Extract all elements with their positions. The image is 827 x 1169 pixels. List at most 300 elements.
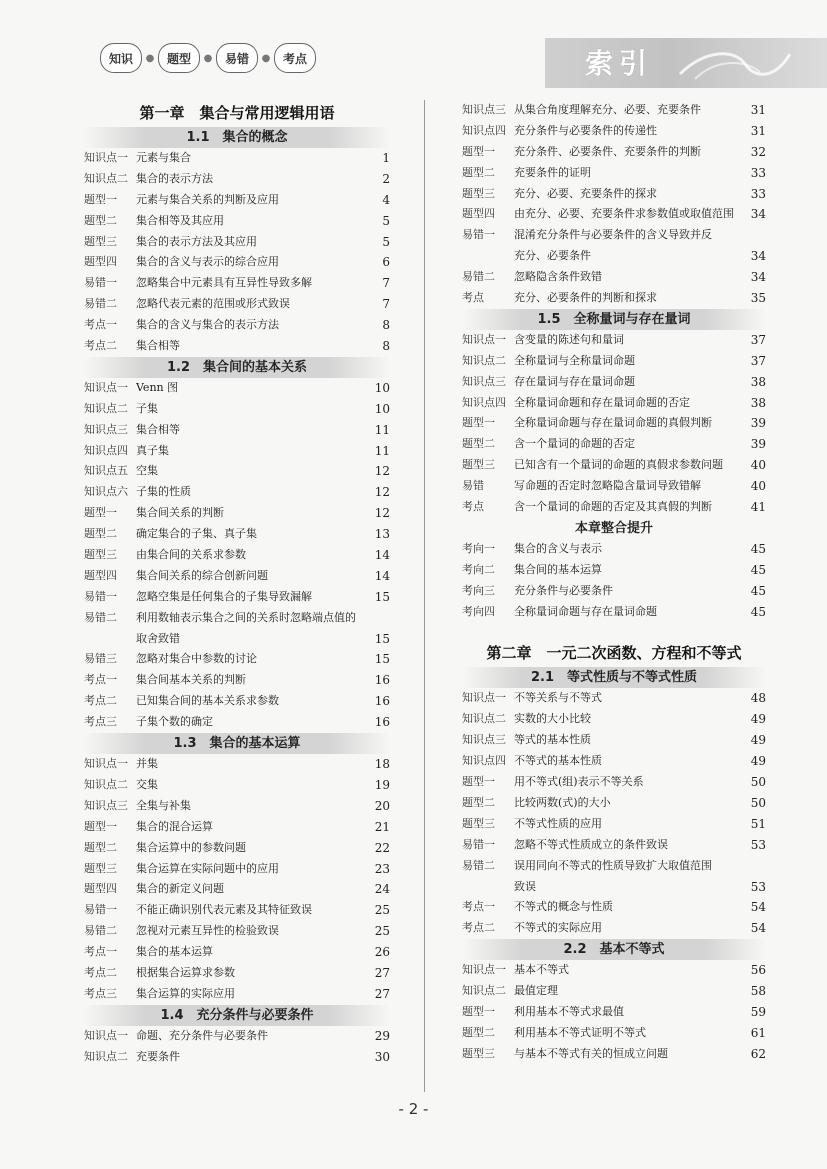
entry-label: 题型一 (462, 416, 495, 430)
toc-entry[interactable] (84, 587, 390, 608)
entry-label: 考点二 (462, 921, 495, 935)
entry-title: 忽略代表元素的范围或形式致误 (136, 297, 290, 311)
entry-label: 题型二 (84, 527, 117, 541)
entry-page: 45 (750, 541, 766, 556)
section-heading: 2.1 等式性质与不等式性质 (462, 667, 766, 688)
toc-entry[interactable] (462, 981, 766, 1002)
toc-entry[interactable] (462, 918, 766, 939)
toc-entry[interactable] (84, 399, 390, 420)
toc-entry[interactable] (462, 455, 766, 476)
entry-title: 集合间关系的综合创新问题 (136, 568, 268, 582)
entry-title: 集合间关系的判断 (136, 506, 224, 520)
entry-label: 知识点一 (462, 332, 506, 346)
entry-page: 29 (374, 1028, 390, 1043)
entry-page: 14 (374, 548, 390, 563)
entry-label: 题型四 (84, 255, 117, 269)
entry-title: 忽视对元素互异性的检验致误 (136, 924, 279, 938)
entry-title: 集合的混合运算 (136, 819, 213, 833)
entry-label: 题型二 (84, 213, 117, 227)
entry-label: 题型四 (84, 568, 117, 582)
entry-title: 充分条件与必要条件的传递性 (514, 123, 657, 137)
entry-title: 子集的性质 (136, 485, 191, 499)
entry-label: 题型四 (462, 207, 495, 221)
toc-entry[interactable] (462, 267, 766, 288)
entry-label: 知识点一 (462, 963, 506, 977)
toc-entry[interactable] (84, 859, 390, 880)
entry-page: 31 (750, 123, 766, 138)
toc-entry[interactable] (84, 461, 390, 482)
toc-entry[interactable] (84, 921, 390, 942)
tag-separator: ● (203, 52, 213, 64)
entry-title: 全集与补集 (136, 798, 191, 812)
entry-title: 全称量词命题与存在量词命题的真假判断 (514, 416, 712, 430)
entry-title: 集合间的基本运算 (514, 562, 602, 576)
entry-label: 题型二 (462, 1025, 495, 1039)
entry-title: 充分、必要条件的判断和探求 (514, 291, 657, 305)
entry-label: 知识点四 (84, 443, 128, 457)
section-heading: 1.5 全称量词与存在量词 (462, 309, 766, 330)
entry-label: 考向三 (462, 583, 495, 597)
entry-page: 16 (374, 694, 390, 709)
toc-entry[interactable] (462, 730, 766, 751)
entry-page: 61 (750, 1025, 766, 1040)
entry-page: 58 (750, 984, 766, 999)
entry-page: 48 (750, 691, 766, 706)
toc-entry[interactable] (84, 336, 390, 357)
toc-entry[interactable] (84, 566, 390, 587)
entry-label: 题型一 (462, 144, 495, 158)
entry-page: 30 (374, 1049, 390, 1064)
entry-page: 22 (374, 840, 390, 855)
entry-page: 5 (382, 234, 390, 249)
entry-title: 不等式性质的应用 (514, 816, 602, 830)
entry-label: 知识点四 (462, 754, 506, 768)
entry-title: 含变量的陈述句和量词 (514, 332, 624, 346)
entry-label: 题型二 (462, 437, 495, 451)
entry-title: 存在量词与存在量词命题 (514, 374, 635, 388)
toc-entry[interactable] (462, 330, 766, 351)
toc-entry[interactable] (462, 413, 766, 434)
entry-label: 考点二 (84, 965, 117, 979)
toc-entry[interactable] (84, 670, 390, 691)
entry-title: 与基本不等式有关的恒成立问题 (514, 1046, 668, 1060)
entry-page: 38 (750, 395, 766, 410)
entry-page: 45 (750, 562, 766, 577)
toc-entry[interactable] (462, 709, 766, 730)
toc-entry[interactable] (84, 232, 390, 253)
entry-page: 11 (374, 443, 390, 458)
entry-title: 由集合间的关系求参数 (136, 548, 246, 562)
toc-entry[interactable] (84, 545, 390, 566)
toc-entry[interactable] (84, 420, 390, 441)
entry-label: 知识点四 (462, 123, 506, 137)
entry-title: 利用基本不等式证明不等式 (514, 1025, 646, 1039)
tag-exam-point: 考点 (274, 43, 316, 73)
entry-label: 题型一 (462, 775, 495, 789)
entry-page: 40 (750, 479, 766, 494)
entry-page: 33 (750, 165, 766, 180)
entry-label: 知识点一 (84, 757, 128, 771)
entry-label: 题型二 (462, 795, 495, 809)
entry-page (740, 225, 766, 246)
toc-entry[interactable] (84, 754, 390, 775)
toc-entry[interactable] (462, 393, 766, 414)
entry-page: 14 (374, 568, 390, 583)
entry-label: 易错三 (84, 652, 117, 666)
entry-label: 考点三 (84, 715, 117, 729)
entry-title: 集合的含义与表示的综合应用 (136, 255, 279, 269)
entry-title: 集合相等 (136, 339, 180, 353)
toc-entry[interactable] (462, 539, 766, 560)
entry-page: 35 (750, 291, 766, 306)
entry-label: 知识点三 (462, 103, 506, 116)
entry-title: 已知集合间的基本关系求参数 (136, 694, 279, 708)
toc-entry[interactable] (84, 963, 390, 984)
entry-label: 考点 (462, 500, 484, 514)
entry-label: 考点二 (84, 694, 117, 708)
entry-page: 13 (374, 527, 390, 542)
entry-title: 集合的表示方法及其应用 (136, 234, 257, 248)
toc-entry[interactable] (462, 960, 766, 981)
entry-label: 题型三 (462, 458, 495, 472)
entry-title: 从集合角度理解充分、必要、充要条件 (514, 103, 701, 116)
toc-entry[interactable] (84, 315, 390, 336)
entry-title: 充分条件与必要条件 (514, 583, 613, 597)
entry-title: 含一个量词的命题的否定 (514, 437, 635, 451)
entry-page: 54 (750, 921, 766, 936)
entry-label: 考点一 (84, 945, 117, 959)
entry-label: 考向一 (462, 541, 495, 555)
entry-page: 41 (750, 500, 766, 515)
toc-entry[interactable] (84, 838, 390, 859)
entry-title: 基本不等式 (514, 963, 569, 977)
page-title: 索引 (585, 47, 654, 80)
entry-page: 1 (382, 151, 390, 165)
entry-page: 20 (374, 798, 390, 813)
entry-label: 易错一 (462, 228, 495, 242)
entry-page: 27 (374, 986, 390, 1001)
toc-entry[interactable] (462, 835, 766, 856)
toc-entry[interactable] (84, 775, 390, 796)
entry-label: 易错二 (84, 297, 117, 311)
toc-entry[interactable] (84, 190, 390, 211)
entry-title: 确定集合的子集、真子集 (136, 527, 257, 541)
entry-page: 10 (374, 380, 390, 395)
toc-entry[interactable] (462, 1044, 766, 1065)
entry-page: 49 (750, 754, 766, 769)
index-banner (545, 38, 827, 88)
toc-entry[interactable] (84, 942, 390, 963)
toc-entry[interactable] (462, 163, 766, 184)
entry-label: 易错 (462, 479, 484, 493)
toc-entry[interactable] (84, 879, 390, 900)
toc-entry[interactable] (462, 814, 766, 835)
toc-entry[interactable] (84, 629, 390, 650)
entry-page: 8 (382, 318, 390, 333)
toc-entry[interactable] (84, 378, 390, 399)
toc-entry[interactable] (462, 856, 766, 877)
entry-label: 考点三 (84, 986, 117, 1000)
entry-page: 10 (374, 401, 390, 416)
toc-entry[interactable] (462, 688, 766, 709)
entry-label: 考点一 (84, 673, 117, 687)
entry-page: 21 (374, 819, 390, 834)
entry-page: 25 (374, 924, 390, 939)
tag-question-type: 题型 (158, 43, 200, 73)
entry-label: 知识点二 (84, 171, 128, 185)
entry-label: 知识点二 (462, 353, 506, 367)
entry-label: 易错二 (462, 270, 495, 284)
entry-title: 不等关系与不等式 (514, 691, 602, 705)
entry-label: 题型二 (462, 165, 495, 179)
entry-page: 49 (750, 712, 766, 727)
entry-page: 12 (374, 485, 390, 500)
entry-page (740, 856, 766, 877)
entry-page: 23 (374, 861, 390, 876)
toc-entry[interactable] (84, 169, 390, 190)
column-divider (424, 100, 425, 1092)
toc-entry[interactable] (462, 793, 766, 814)
entry-label: 知识点四 (462, 395, 506, 409)
entry-title: 集合间基本关系的判断 (136, 673, 246, 687)
entry-page: 50 (750, 795, 766, 810)
toc-entry[interactable] (84, 503, 390, 524)
tag-separator: ● (261, 52, 271, 64)
entry-label: 易错一 (84, 903, 117, 917)
toc-entry[interactable] (84, 252, 390, 273)
entry-label: 题型三 (462, 816, 495, 830)
left-column (84, 100, 390, 1068)
toc-entry[interactable] (84, 211, 390, 232)
entry-label: 题型四 (84, 882, 117, 896)
entry-page: 49 (750, 733, 766, 748)
toc-entry[interactable] (84, 482, 390, 503)
entry-title: 不等式的概念与性质 (514, 900, 613, 914)
entry-page: 16 (374, 715, 390, 730)
toc-entry[interactable] (462, 121, 766, 142)
entry-page: 37 (750, 353, 766, 368)
decorative-swirl-icon (675, 44, 795, 84)
entry-title: 元素与集合 (136, 151, 191, 164)
entry-title: 元素与集合关系的判断及应用 (136, 192, 279, 206)
header (0, 0, 827, 95)
toc-entry[interactable] (84, 1047, 390, 1068)
toc-entry[interactable] (462, 877, 766, 898)
section-heading: 1.2 集合间的基本关系 (84, 357, 390, 378)
toc-entry[interactable] (462, 497, 766, 518)
toc-entry[interactable] (462, 602, 766, 623)
entry-page: 18 (374, 757, 390, 772)
entry-title: 集合运算中的参数问题 (136, 840, 246, 854)
entry-title: 集合的新定义问题 (136, 882, 224, 896)
toc-entry[interactable] (462, 142, 766, 163)
entry-title: 集合运算在实际问题中的应用 (136, 861, 279, 875)
toc-entry[interactable] (462, 560, 766, 581)
toc-entry[interactable] (84, 691, 390, 712)
toc-entry[interactable] (84, 273, 390, 294)
entry-label: 题型三 (84, 861, 117, 875)
entry-page: 8 (382, 339, 390, 354)
entry-label: 知识点一 (84, 380, 128, 394)
toc-entry[interactable] (462, 184, 766, 205)
entry-label: 易错二 (84, 610, 117, 624)
entry-page: 31 (750, 103, 766, 117)
toc-entry[interactable] (462, 100, 766, 121)
toc-entry[interactable] (462, 204, 766, 225)
entry-title: 忽略隐含条件致错 (514, 270, 602, 284)
entry-title: 子集个数的确定 (136, 715, 213, 729)
entry-title: 根据集合运算求参数 (136, 965, 235, 979)
entry-label: 考点二 (84, 339, 117, 353)
toc-entry[interactable] (84, 524, 390, 545)
entry-page: 34 (750, 270, 766, 285)
entry-page: 16 (374, 673, 390, 688)
entry-label: 知识点六 (84, 485, 128, 499)
entry-page (364, 608, 390, 629)
entry-title: 并集 (136, 757, 158, 771)
entry-title: 集合的含义与表示 (514, 541, 602, 555)
toc-entry[interactable] (84, 148, 390, 169)
toc-entry[interactable] (462, 772, 766, 793)
entry-page: 15 (374, 589, 390, 604)
entry-title: Venn 图 (136, 380, 179, 394)
entry-label: 题型三 (462, 1046, 495, 1060)
toc-entry[interactable] (462, 1002, 766, 1023)
entry-label: 考点 (462, 291, 484, 305)
toc-entry[interactable] (84, 817, 390, 838)
toc-entry[interactable] (84, 294, 390, 315)
entry-title: 全称量词与全称量词命题 (514, 353, 635, 367)
entry-label: 知识点三 (462, 733, 506, 747)
entry-page: 34 (750, 249, 766, 264)
chapter-heading: 第二章 一元二次函数、方程和不等式 (486, 644, 742, 663)
toc-entry[interactable] (84, 441, 390, 462)
page-number: - 2 - (398, 1100, 429, 1118)
entry-label: 题型三 (84, 234, 117, 248)
entry-title: 等式的基本性质 (514, 733, 591, 747)
toc-entry[interactable] (84, 796, 390, 817)
entry-page: 39 (750, 416, 766, 431)
toc-entry[interactable] (462, 897, 766, 918)
tag-error-prone: 易错 (216, 43, 258, 73)
entry-label: 考点一 (462, 900, 495, 914)
entry-title: 最值定理 (514, 984, 558, 998)
entry-title: 由充分、必要、充要条件求参数值或取值范围 (514, 207, 734, 221)
entry-title: 含一个量词的命题的否定及其真假的判断 (514, 500, 712, 514)
section-heading: 1.4 充分条件与必要条件 (84, 1005, 390, 1026)
entry-label: 易错二 (84, 924, 117, 938)
entry-title: 集合相等及其应用 (136, 213, 224, 227)
toc-entry[interactable] (84, 608, 390, 629)
entry-title: 利用基本不等式求最值 (514, 1004, 624, 1018)
section-heading: 1.3 集合的基本运算 (84, 733, 390, 754)
entry-label: 知识点三 (84, 798, 128, 812)
entry-page: 62 (750, 1046, 766, 1061)
entry-title: 写命题的否定时忽略隐含量词导致错解 (514, 479, 701, 493)
entry-title: 命题、充分条件与必要条件 (136, 1028, 268, 1042)
section-heading: 1.1 集合的概念 (84, 127, 390, 148)
entry-title: 取舍致错 (136, 631, 180, 645)
entry-page: 56 (750, 963, 766, 978)
entry-page: 4 (382, 192, 390, 207)
entry-label: 知识点二 (462, 984, 506, 998)
entry-title: 集合的含义与集合的表示方法 (136, 318, 279, 332)
entry-label: 题型一 (462, 1004, 495, 1018)
entry-title: 实数的大小比较 (514, 712, 591, 726)
right-column (462, 100, 766, 1065)
toc-entry[interactable] (84, 649, 390, 670)
toc-entry[interactable] (462, 351, 766, 372)
entry-label: 考向四 (462, 604, 495, 618)
entry-page: 40 (750, 458, 766, 473)
entry-page: 45 (750, 583, 766, 598)
toc-entry[interactable] (462, 476, 766, 497)
entry-page: 38 (750, 374, 766, 389)
entry-label: 易错二 (462, 858, 495, 872)
entry-title: 真子集 (136, 443, 169, 457)
entry-title: 充要条件的证明 (514, 165, 591, 179)
toc-entry[interactable] (462, 751, 766, 772)
toc-entry[interactable] (462, 225, 766, 246)
tag-knowledge: 知识 (100, 43, 142, 73)
entry-page: 26 (374, 945, 390, 960)
entry-page: 19 (374, 777, 390, 792)
entry-page: 12 (374, 506, 390, 521)
entry-label: 易错一 (462, 837, 495, 851)
entry-page: 53 (750, 879, 766, 894)
entry-title: 不等式的基本性质 (514, 754, 602, 768)
entry-page: 7 (382, 276, 390, 291)
toc-entry[interactable] (84, 712, 390, 733)
entry-title: 集合相等 (136, 422, 180, 436)
toc-entry[interactable] (462, 372, 766, 393)
toc-entry[interactable] (462, 1023, 766, 1044)
entry-title: 充分条件、必要条件、充要条件的判断 (514, 144, 701, 158)
toc-entry[interactable] (84, 1026, 390, 1047)
entry-page: 54 (750, 900, 766, 915)
toc-entry[interactable] (462, 581, 766, 602)
entry-label: 知识点二 (84, 777, 128, 791)
entry-label: 题型一 (84, 192, 117, 206)
entry-title: 忽略空集是任何集合的子集导致漏解 (136, 589, 312, 603)
entry-page: 11 (374, 422, 390, 437)
toc-entry[interactable] (462, 246, 766, 267)
entry-page: 53 (750, 837, 766, 852)
entry-page: 45 (750, 604, 766, 619)
entry-label: 题型三 (84, 548, 117, 562)
entry-label: 知识点一 (462, 691, 506, 705)
entry-title: 集合的表示方法 (136, 171, 213, 185)
toc-entry[interactable] (462, 434, 766, 455)
entry-page: 37 (750, 332, 766, 347)
entry-label: 题型二 (84, 840, 117, 854)
entry-label: 知识点一 (84, 151, 128, 164)
entry-page: 51 (750, 816, 766, 831)
entry-title: 用不等式(组)表示不等关系 (514, 775, 644, 789)
tag-separator: ● (145, 52, 155, 64)
entry-title: 空集 (136, 464, 158, 478)
entry-title: 比较两数(式)的大小 (514, 795, 611, 809)
entry-title: 不等式的实际应用 (514, 921, 602, 935)
entry-title: 集合运算的实际应用 (136, 986, 235, 1000)
toc-entry[interactable] (462, 288, 766, 309)
entry-title: 致误 (514, 879, 536, 893)
entry-label: 题型三 (462, 186, 495, 200)
entry-title: 混淆充分条件与必要条件的含义导致并反 (514, 228, 712, 242)
toc-entry[interactable] (84, 984, 390, 1005)
entry-page: 2 (382, 171, 390, 186)
toc-entry[interactable] (84, 900, 390, 921)
